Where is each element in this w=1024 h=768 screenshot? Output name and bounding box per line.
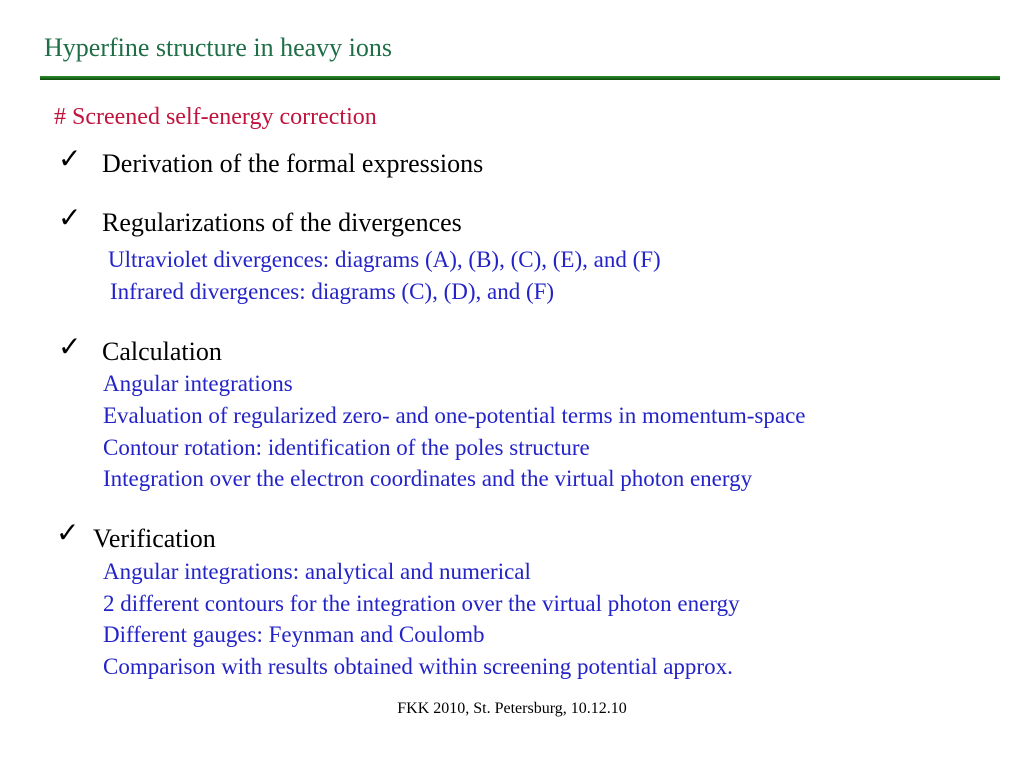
bullet-subitem: Contour rotation: identification of the poles structure [103, 435, 590, 460]
bullet-subitem: Angular integrations: analytical and numerical [103, 559, 531, 584]
bullet-subitem: Comparison with results obtained within screening potential approx. [103, 654, 733, 679]
checkmark-icon: ✓ [58, 201, 82, 234]
bullet-subitem: Infrared divergences: diagrams (C), (D), and (F) [110, 279, 555, 304]
section-heading: # Screened self-energy correction [54, 104, 377, 130]
bullet-subitem: Ultraviolet divergences: diagrams (A), (B), (C), (E), and (F) [108, 247, 661, 272]
checkmark-icon: ✓ [58, 142, 82, 175]
bullet-subitem: Different gauges: Feynman and Coulomb [103, 622, 485, 647]
bullet-heading: Calculation [102, 337, 222, 366]
checkmark-icon: ✓ [56, 516, 80, 549]
bullet-heading: Derivation of the formal expressions [102, 149, 484, 178]
bullet-subitem: Integration over the electron coordinates and the virtual photon energy [103, 466, 753, 491]
bullet-heading: Regularizations of the divergences [102, 208, 462, 237]
slide-title: Hyperfine structure in heavy ions [44, 33, 393, 62]
title-divider [40, 76, 1000, 80]
bullet-heading: Verification [93, 524, 216, 553]
checkmark-icon: ✓ [58, 330, 82, 363]
bullet-subitem: Angular integrations [103, 371, 293, 396]
bullet-subitem: 2 different contours for the integration over the virtual photon energy [103, 591, 740, 616]
slide-footer: FKK 2010, St. Petersburg, 10.12.10 [397, 700, 627, 717]
bullet-subitem: Evaluation of regularized zero- and one-potential terms in momentum-space [103, 403, 806, 428]
